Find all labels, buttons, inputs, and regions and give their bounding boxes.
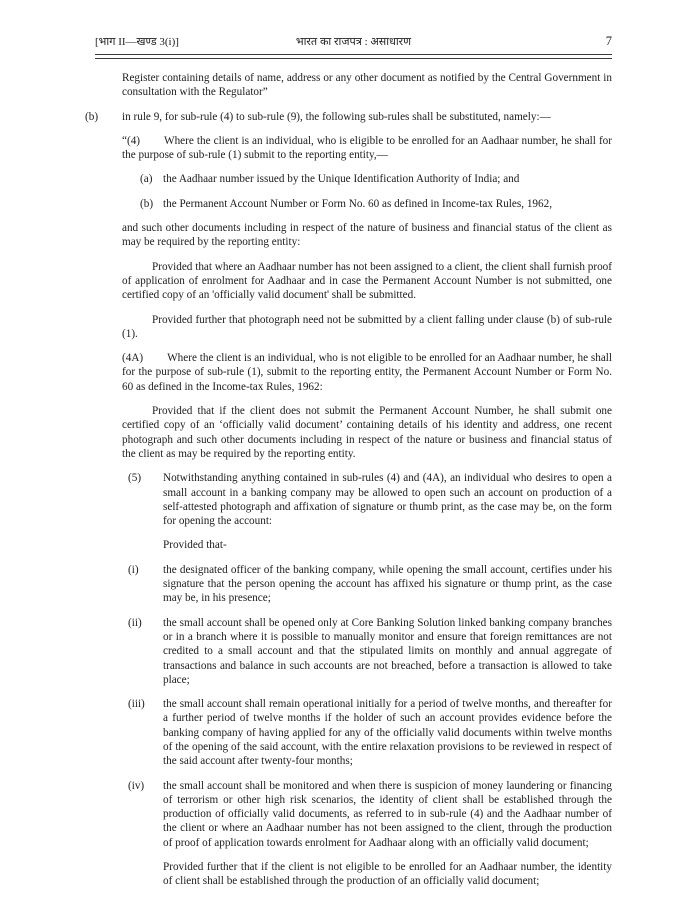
- paragraph-register: [122, 71, 612, 100]
- proviso-text: Provided that if the client does not submit the Permanent Account Number, he shall submit one certified copy of an ‘officially valid document’ containing details of his identity and address, one recent photograph and such other documents including in respect of the nature or business and financial status of the client as may be required by the reporting entity.: [122, 405, 612, 460]
- subrule-4-text: Where the client is an individual, who is eligible to be enrolled for an Aadhaar number, he shall for the purpose of sub-rule (1) submit to the reporting entity,—: [122, 134, 612, 162]
- provided-that-text: Provided that-: [163, 539, 227, 552]
- proviso-text: Provided further that if the client is not eligible to be enrolled for an Aadhaar number, the identity of client shall be established through the production of an officially valid document;: [163, 861, 612, 888]
- paragraph-text: Register containing details of name, address or any other document as notified by the Central Government in consultation with the Regulator”: [122, 72, 612, 99]
- header-page-number: 7: [605, 34, 612, 48]
- provided-that-label: [163, 538, 612, 552]
- subitem-b-text: the Permanent Account Number or Form No. 60 as defined in Income-tax Rules, 1962,: [163, 197, 552, 210]
- condition-iv-text: the small account shall be monitored and when there is suspicion of money laundering or financing of terrorism or other high risk scenarios, the identity of client shall be established through the production of officially valid documents, as referred to in sub-rule (4) and the Aadhaar number of the client or where an Aadhaar number has not been assigned to the client, through the production of proof of application towards enrolment for Aadhaar along with an officially valid document;: [163, 779, 612, 849]
- paragraph-text: and such other documents including in respect of the nature of business and financial status of the client as may be required by the reporting entity:: [122, 222, 612, 249]
- subrule-4a: [122, 351, 612, 394]
- proviso-photograph: [122, 313, 612, 342]
- clause-b-text: in rule 9, for sub-rule (4) to sub-rule (9), the following sub-rules shall be substituted, namely:—: [122, 110, 551, 123]
- document-body: [0, 71, 700, 889]
- subrule-5-marker: (5): [128, 472, 142, 485]
- condition-i-marker: (i): [128, 563, 139, 576]
- header-title: भारत का राजपत्र : असाधारण: [295, 36, 412, 48]
- condition-i-text: the designated officer of the banking company, while opening the small account, certifies under his signature that the person opening the account has affixed his signature or thump print, as the case may be, in his presence;: [163, 563, 612, 605]
- page-header: [95, 34, 612, 49]
- condition-iii-text: the small account shall remain operational initially for a period of twelve months, and thereafter for a further period of twelve months if the holder of such an account provides evidence before the banking company of having applied for any of the officially valid documents within twelve months of the opening of the said account, with the entire relaxation provisions to be reviewed in respect of the said account after twenty-four months;: [163, 698, 612, 768]
- condition-ii-text: the small account shall be opened only at Core Banking Solution linked banking company branches or in a branch where it is possible to manually monitor and ensure that foreign remittances are not credited to a small account and that the stipulated limits on monthly and annual aggregate of transactions and balance in such accounts are not breached, before a transaction is allowed to take place;: [163, 616, 612, 686]
- subrule-5: [128, 471, 612, 528]
- header-divider: [95, 54, 612, 59]
- condition-iii: [128, 697, 612, 768]
- proviso-text: Provided further that photograph need not be submitted by a client falling under clause (b) of sub-rule (1).: [122, 313, 612, 340]
- subrule-4: [122, 134, 612, 163]
- subitem-a: [140, 172, 612, 186]
- condition-iv-marker: (iv): [128, 779, 145, 792]
- paragraph-other-documents: [122, 221, 612, 250]
- subitem-b: [140, 197, 612, 211]
- condition-iv: [128, 779, 612, 850]
- subrule-5-text: Notwithstanding anything contained in sub-rules (4) and (4A), an individual who desires to open a small account in a banking company may be allowed to open such an account on production of a self-attested photograph and affixation of signature or thumb print, as the case may be, on the form for opening the account:: [163, 472, 612, 528]
- subrule-4a-text: Where the client is an individual, who is not eligible to be enrolled for an Aadhaar number, he shall for the purpose of sub-rule (1), submit to the reporting entity, the Permanent Account Number or Form No. 60 as defined in the Income-tax Rules, 1962:: [122, 352, 612, 393]
- clause-b-marker: (b): [85, 110, 99, 123]
- subitem-a-marker: (a): [140, 173, 153, 186]
- proviso-aadhaar-not-assigned: [122, 260, 612, 303]
- subitem-a-text: the Aadhaar number issued by the Unique Identification Authority of India; and: [163, 173, 520, 186]
- subitem-b-marker: (b): [140, 197, 154, 210]
- condition-iii-marker: (iii): [128, 698, 145, 711]
- proviso-text: Provided that where an Aadhaar number has not been assigned to a client, the client shall furnish proof of application of enrolment for Aadhaar and in case the Permanent Account Number is not submitted, one certified copy of an 'officially valid document' shall be submitted.: [122, 260, 612, 302]
- condition-ii-marker: (ii): [128, 616, 142, 629]
- clause-b: [85, 110, 612, 124]
- subrule-4a-marker: (4A): [122, 352, 144, 365]
- proviso-not-eligible: [163, 860, 612, 889]
- condition-ii: [128, 616, 612, 687]
- condition-i: [128, 563, 612, 606]
- header-part-section: [भाग II—खण्ड 3(i)]: [95, 36, 179, 48]
- proviso-no-pan: [122, 404, 612, 461]
- subrule-4-marker: “(4): [122, 134, 141, 147]
